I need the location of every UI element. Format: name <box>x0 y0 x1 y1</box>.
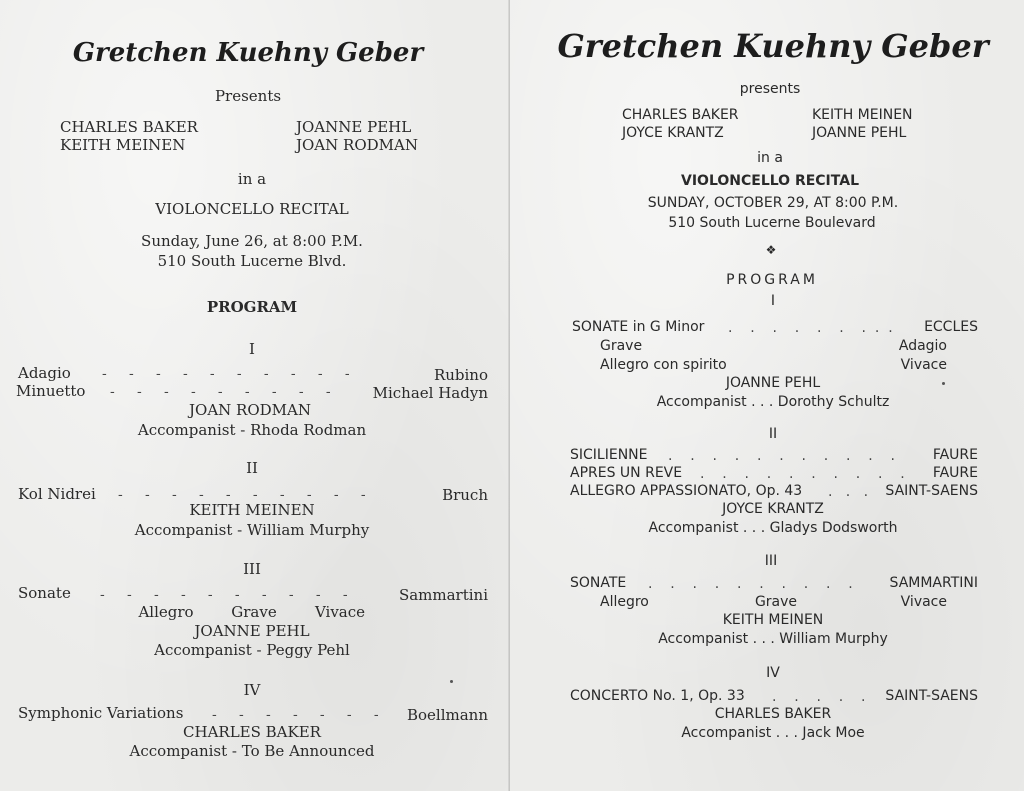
composer-name: Bruch <box>442 486 488 504</box>
left-program-page <box>0 0 510 791</box>
composer-name: SAMMARTINI <box>889 575 978 591</box>
piece-title: CONCERTO No. 1, Op. 33 <box>570 688 745 704</box>
piece-title: Sonate <box>18 584 71 602</box>
performer-name: JOANNE PEHL <box>812 125 907 141</box>
composer-name: Rubino <box>433 366 488 384</box>
event-date: Sunday, June 26, at 8:00 P.M. <box>141 232 363 250</box>
composer-name: Michael Hadyn <box>372 384 488 402</box>
composer-name: FAURE <box>932 465 978 481</box>
leader-dots: . . . . . . . . . <box>728 320 893 336</box>
right-program-page <box>510 0 1024 791</box>
section-performer: JOANNE PEHL <box>725 375 821 391</box>
movement-name: Grave <box>600 338 643 354</box>
section-numeral: III <box>243 560 261 578</box>
accompanist-line: Accompanist - To Be Announced <box>129 742 375 760</box>
leader-dashes: - - - - - - - - - - <box>102 366 350 382</box>
section-numeral: I <box>249 340 255 358</box>
paper-speck <box>942 382 945 385</box>
composer-name: SAINT-SAENS <box>885 483 978 499</box>
section-performer: JOYCE KRANTZ <box>722 501 824 517</box>
composer-name: FAURE <box>932 447 978 463</box>
composer-name: SAINT-SAENS <box>885 688 978 704</box>
section-performer: CHARLES BAKER <box>183 723 321 741</box>
leader-dots: . . . <box>828 484 869 500</box>
performer-name: CHARLES BAKER <box>622 107 739 123</box>
presents-label: presents <box>739 81 801 97</box>
paper-speck <box>450 680 453 683</box>
event-address: 510 South Lucerne Boulevard <box>668 215 876 231</box>
piece-title: Minuetto <box>16 382 86 400</box>
accompanist-line: Accompanist - Rhoda Rodman <box>137 421 367 439</box>
event-title: VIOLONCELLO RECITAL <box>681 173 859 189</box>
section-performer: CHARLES BAKER <box>714 706 832 722</box>
piece-title: Symphonic Variations <box>18 704 184 722</box>
event-title: VIOLONCELLO RECITAL <box>155 200 349 218</box>
performer-name: JOAN RODMAN <box>296 136 418 154</box>
accompanist-line: Accompanist - William Murphy <box>134 521 370 539</box>
movement-name: Vivace <box>314 603 366 621</box>
leader-dashes: - - - - - - - - - - <box>118 487 366 503</box>
accompanist-line: Accompanist . . . Gladys Dodsworth <box>648 520 898 536</box>
in-a-label: in a <box>237 170 267 188</box>
movement-name: Grave <box>231 603 277 621</box>
section-performer: JOAN RODMAN <box>189 401 311 419</box>
composer-name: Boellmann <box>406 706 488 724</box>
event-date: SUNDAY, OCTOBER 29, AT 8:00 P.M. <box>647 195 899 211</box>
host-name: Gretchen Kuehny Geber <box>557 27 989 65</box>
section-numeral: II <box>246 459 258 477</box>
leader-dashes: - - - - - - - - - <box>110 384 331 400</box>
piece-title: APRES UN REVE <box>570 465 683 481</box>
section-performer: KEITH MEINEN <box>722 612 824 628</box>
performer-name: JOYCE KRANTZ <box>622 125 724 141</box>
composer-name: ECCLES <box>924 319 978 335</box>
accompanist-line: Accompanist . . . Dorothy Schultz <box>656 394 890 410</box>
movement-name: Vivace <box>900 594 947 610</box>
composer-name: Sammartini <box>398 586 488 604</box>
section-numeral: II <box>768 426 778 442</box>
performer-name: CHARLES BAKER <box>60 118 198 136</box>
section-performer: JOANNE PEHL <box>194 622 310 640</box>
piece-title: ALLEGRO APPASSIONATO, Op. 43 <box>570 483 803 499</box>
section-performer: KEITH MEINEN <box>189 501 315 519</box>
piece-title: SICILIENNE <box>570 447 648 463</box>
movement-name: Allegro <box>138 603 194 621</box>
program-heading: PROGRAM <box>206 298 298 316</box>
piece-title: SONATE in G Minor <box>572 319 705 335</box>
accompanist-line: Accompanist . . . Jack Moe <box>681 725 865 741</box>
section-numeral: IV <box>766 665 780 681</box>
presents-label: Presents <box>214 87 282 105</box>
program-heading: PROGRAM <box>726 272 818 288</box>
section-numeral: I <box>770 293 776 309</box>
section-numeral: IV <box>243 681 261 699</box>
leader-dots: . . . . . . . . . . . <box>668 448 895 464</box>
performer-name: KEITH MEINEN <box>60 136 186 154</box>
accompanist-line: Accompanist - Peggy Pehl <box>154 641 350 659</box>
piece-title: SONATE <box>570 575 627 591</box>
leader-dashes: - - - - - - - <box>212 707 379 723</box>
movement-name: Vivace <box>900 357 947 373</box>
leader-dots: . . . . . . . . . . <box>700 466 905 482</box>
leader-dots: . . . . . <box>772 689 866 705</box>
ornament-icon: ❖ <box>765 243 777 257</box>
movement-name: Allegro <box>600 594 649 610</box>
in-a-label: in a <box>757 150 783 166</box>
movement-name: Grave <box>754 594 798 610</box>
event-address: 510 South Lucerne Blvd. <box>157 252 347 270</box>
movement-name: Adagio <box>898 338 947 354</box>
performer-name: KEITH MEINEN <box>812 107 913 123</box>
accompanist-line: Accompanist . . . William Murphy <box>658 631 888 647</box>
piece-title: Kol Nidrei <box>18 485 96 503</box>
movement-name: Allegro con spirito <box>600 357 727 373</box>
host-name: Gretchen Kuehny Geber <box>72 38 424 68</box>
leader-dots: . . . . . . . . . . <box>648 576 853 592</box>
leader-dashes: - - - - - - - - - - <box>100 587 348 603</box>
performer-name: JOANNE PEHL <box>296 118 412 136</box>
piece-title: Adagio <box>18 364 71 382</box>
section-numeral: III <box>764 553 778 569</box>
